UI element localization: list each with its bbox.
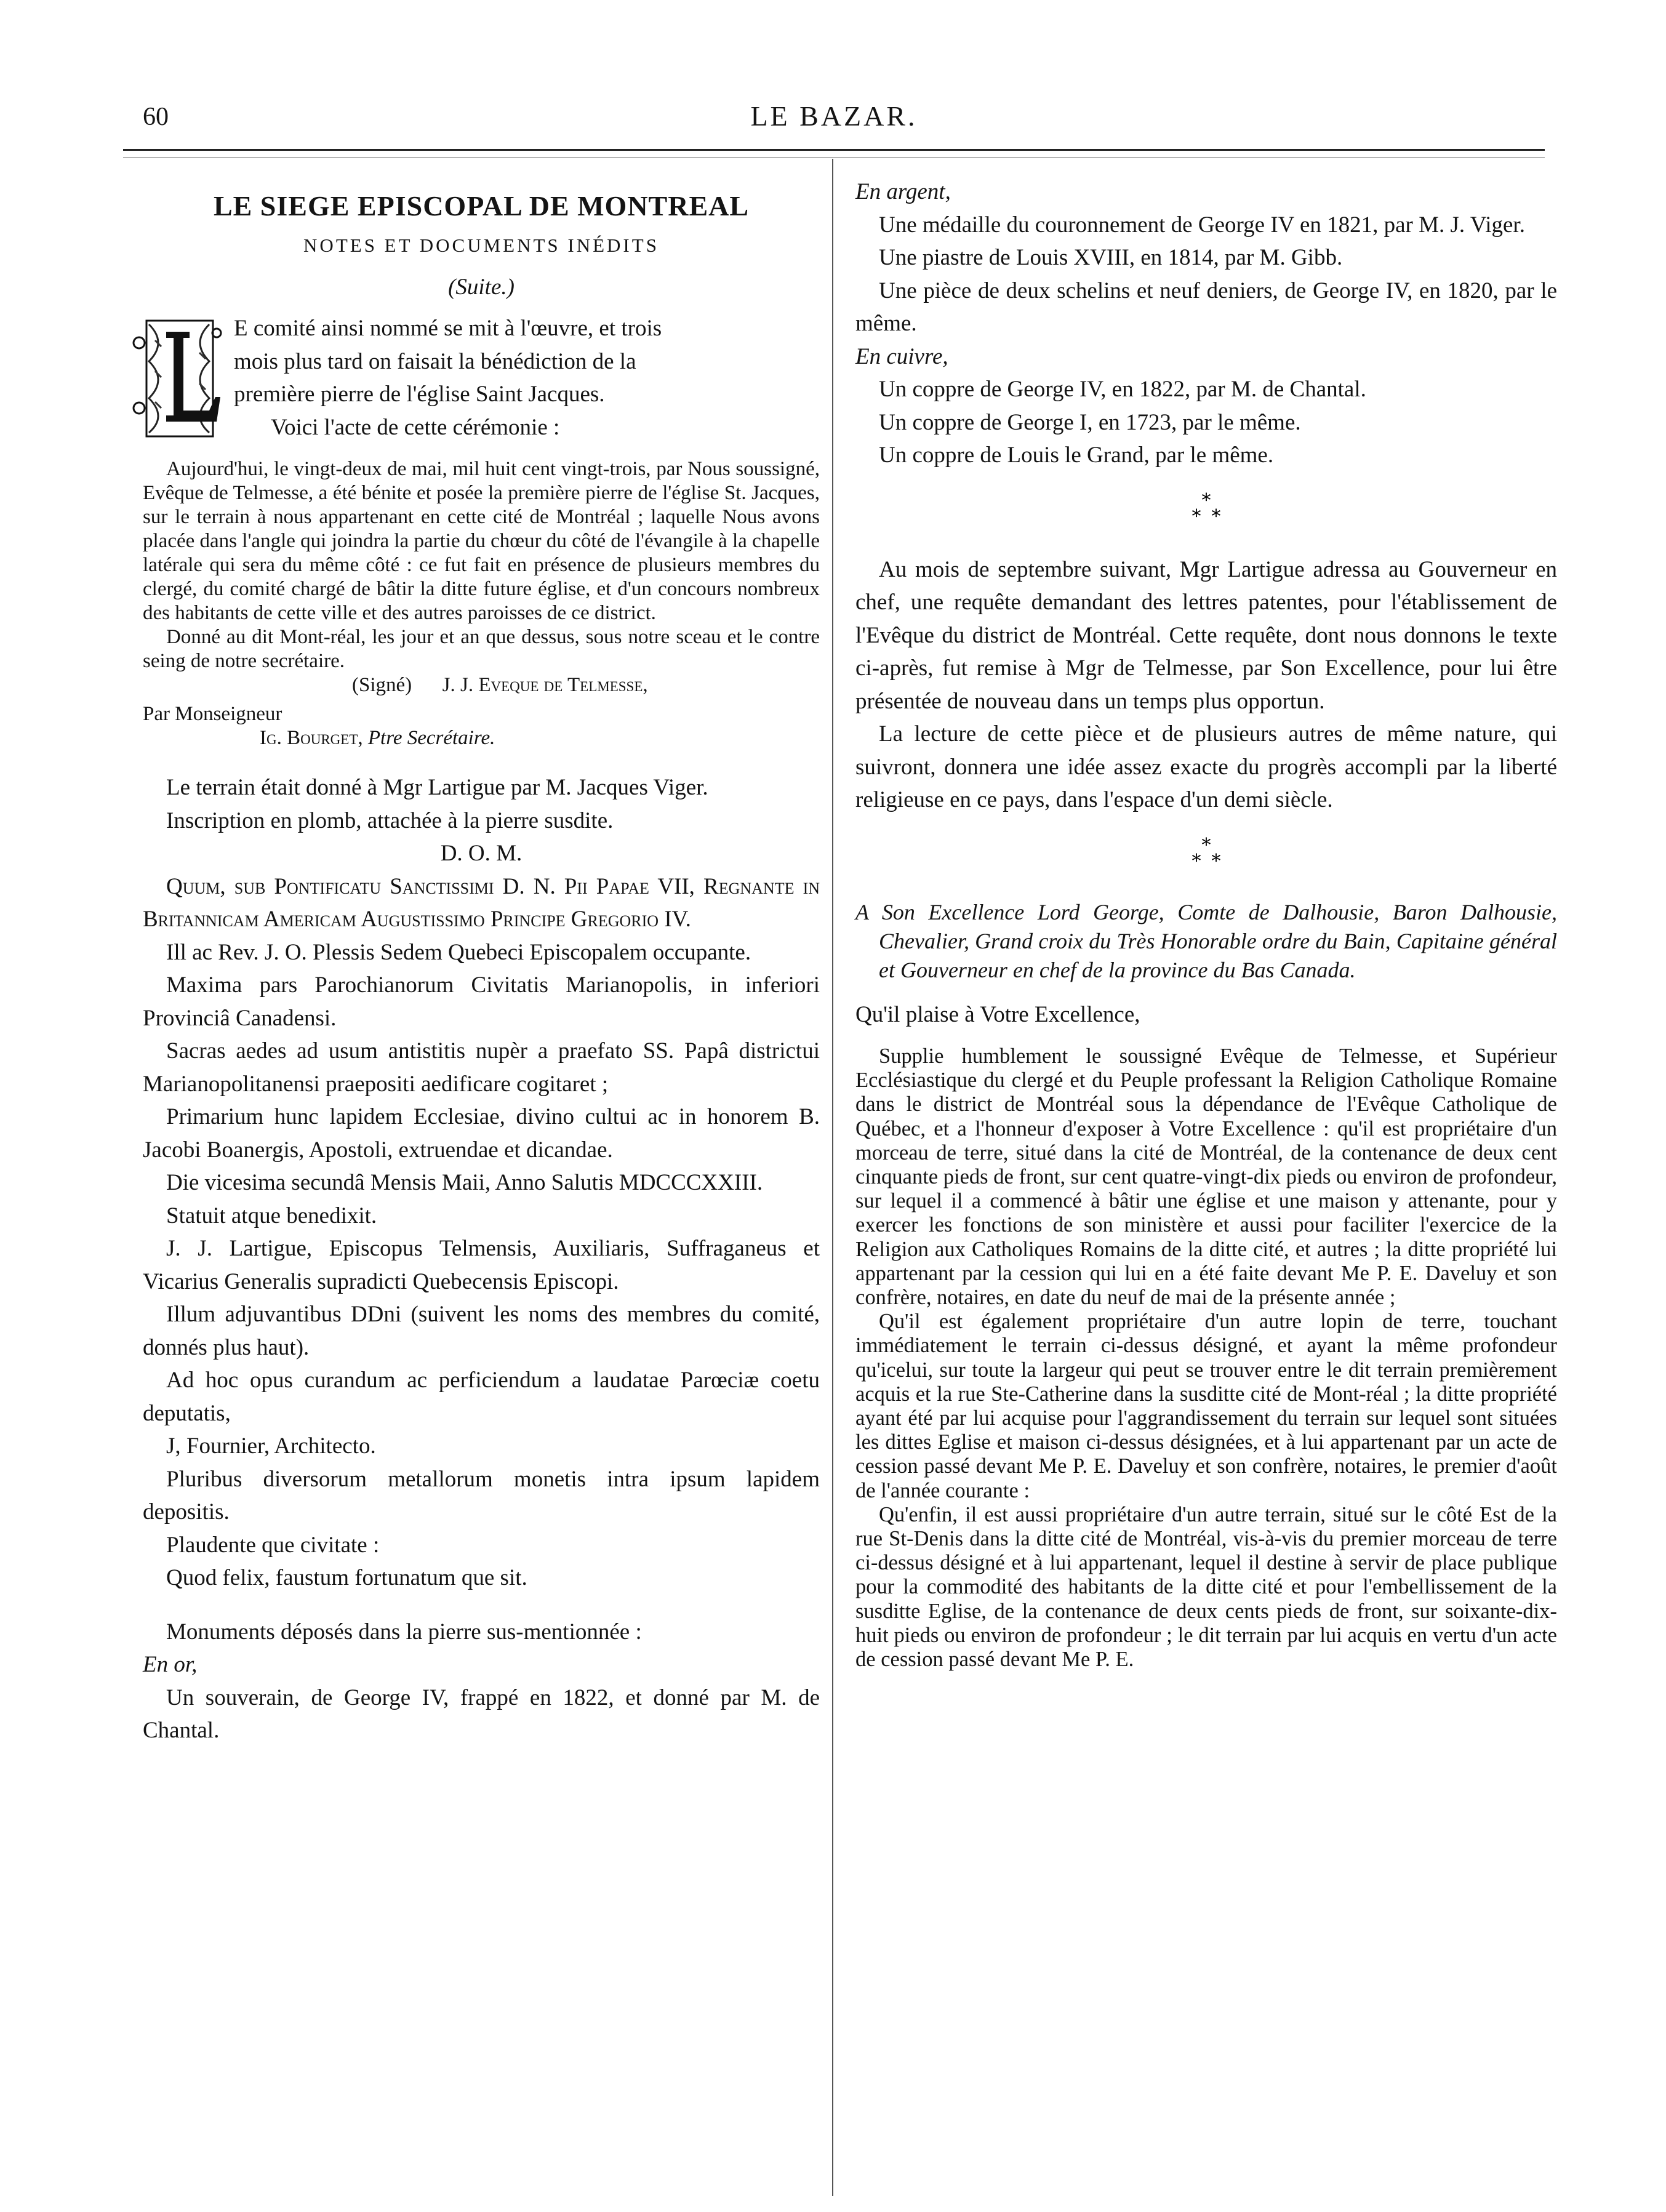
signature-line <box>143 673 820 697</box>
en-cuivre-item-2: Un coppre de George I, en 1723, par le même. <box>879 409 1301 435</box>
en-or-item-1: Un souverain, de George IV, frappé en 1822, et donné par M. de Chantal. <box>143 1685 820 1743</box>
salutation: Qu'il plaise à Votre Excellence, <box>855 1001 1140 1027</box>
latin-paragraph-3: Maxima pars Parochianorum Civitatis Marianopolis, in inferiori Provinciâ Canadensi. <box>143 972 820 1031</box>
asterism-divider-2 <box>855 835 1557 878</box>
latin-paragraph-14: Quod felix, faustum fortunatum que sit. <box>166 1565 527 1590</box>
latin-paragraph-9: Illum adjuvantibus DDni (suivent les noms des membres du comité, donnés plus haut). <box>143 1302 820 1360</box>
secretary-line <box>143 726 820 750</box>
article-suite: (Suite.) <box>448 274 515 300</box>
en-cuivre-item-3: Un coppre de Louis le Grand, par le même. <box>879 443 1274 468</box>
latin-paragraph-6: Die vicesima secundâ Mensis Maii, Anno Salutis MDCCCXXIII. <box>166 1170 763 1195</box>
svg-text:*: * <box>1201 835 1211 856</box>
petition-paragraph-1: Supplie humblement le soussigné Evêque de Telmesse, et Supérieur Ecclésiastique du clergé et du Peuple professant la Religion Catholique Romaine dans le district de Montréal sous la dépendance de l'Evêque Catholique de Québec, et a l'honneur d'exposer à Votre Excellence : qu'il est propriétaire d'un morceau de terre, situé dans la cité de Montréal, de la contenance de deux cent cinquante pieds de front, sur cent quatre-vingt-dix pieds ou environ de profondeur, sur lequel il a commencé à bâtir une église et une maison y attenante, pour y exercer les fonctions de son ministère et aussi pour faciliter l'exercice de la Religion aux Catholiques Romains de la ditte cité, et autres ; la ditte propriété lui appartenant par la cession qui lui en a été faite devant Me P. E. Daveluy et son confrère, notaires, en date du neuf de mai de la présente année ; <box>855 1044 1557 1310</box>
en-cuivre-item-1: Un coppre de George IV, en 1822, par M. de Chantal. <box>879 377 1366 402</box>
en-argent-item-3: Une pièce de deux schelins et neuf deniers, de George IV, en 1820, par le même. <box>855 278 1557 336</box>
latin-paragraph-5: Primarium hunc lapidem Ecclesiae, divino cultui ac in honorem B. Jacobi Boanergis, Apostoli, extruendae et dicandae. <box>143 1104 820 1163</box>
petition-paragraph-2: Qu'il est également propriétaire d'un autre lopin de terre, touchant immédiatement le terrain ci-dessus désigné, et ayant la même profondeur qu'icelui, sur toute la largeur qui peut se trouver entre le dit terrain premièrement acquis et la rue Ste-Catherine dans la susditte cité de Mont-réal ; la ditte propriété ayant été par lui acquise pour l'aggrandissement du terrain sur lequel sont situées les dittes Eglise et maison ci-dessus désignées, et à lui appartenant par un acte de cession passé devant Me P. E. Daveluy et son confrère, notaires, le premier d'août de l'année courante : <box>855 1310 1557 1502</box>
page-number: 60 <box>143 103 169 131</box>
secretary-name: Ig. Bourget, <box>260 727 363 749</box>
en-argent-item-1: Une médaille du couronnement de George IV en 1821, par M. J. Viger. <box>879 212 1525 238</box>
address-paragraph: A Son Excellence Lord George, Comte de Dalhousie, Baron Dalhousie, Chevalier, Grand croix du Très Honorable ordre du Bain, Capitaine général et Gouverneur en chef de la province du Bas Canada. <box>855 899 1557 982</box>
latin-paragraph-2: Ill ac Rev. J. O. Plessis Sedem Quebeci Episcopalem occupante. <box>166 939 751 965</box>
svg-text:*: * <box>1191 505 1201 527</box>
en-argent-label: En argent, <box>855 179 951 204</box>
latin-paragraph-7: Statuit atque benedixit. <box>166 1203 377 1228</box>
ornamental-initial-l-icon <box>130 316 223 442</box>
svg-text:*: * <box>1201 490 1211 511</box>
intro-line-4: Voici l'acte de cette cérémonie : <box>271 414 560 440</box>
dom-heading: D. O. M. <box>440 841 523 866</box>
latin-paragraph-12: Pluribus diversorum metallorum monetis intra ipsum lapidem depositis. <box>143 1466 820 1525</box>
signe-name: J. J. Eveque de Telmesse, <box>442 674 648 696</box>
running-head <box>123 97 1545 140</box>
intro-block <box>143 312 820 444</box>
donne-paragraph: Donné au dit Mont-réal, les jour et an que dessus, sous notre sceau et le contre seing de notre secrétaire. <box>143 626 820 672</box>
septembre-paragraph: Au mois de septembre suivant, Mgr Lartigue adressa au Gouverneur en chef, une requête demandant des lettres patentes, pour l'établissement de l'Evêque du district de Montréal. Cette requête, dont nous donnons le texte ci-après, fut remise à Mgr de Telmesse, par Son Excellence, pour lui être présentée de nouveau dans un temps plus opportun. <box>855 556 1557 714</box>
intro-line-3: première pierre de l'église Saint Jacques. <box>234 382 605 407</box>
article-subtitle: NOTES ET DOCUMENTS INÉDITS <box>303 234 659 256</box>
acte-paragraph: Aujourd'hui, le vingt-deux de mai, mil huit cent vingt-trois, par Nous soussigné, Evêque de Telmesse, a été bénite et posée la première pierre de l'église St. Jacques, sur le terrain à nous appartenant en cette cité de Montréal ; laquelle Nous avons placée dans l'angle qui joindra la partie du chœur du côté de l'évangile à la chapelle latérale qui sera du même côté : ce fut fait en présence de plusieurs membres du clergé, du comité chargé de bâtir la ditte future église, et d'un concours nombreux des habitants de cette ville et des autres paroisses de ce district. <box>143 458 820 624</box>
monuments-heading: Monuments déposés dans la pierre sus-mentionnée : <box>166 1619 642 1645</box>
intro-line-2: mois plus tard on faisait la bénédiction de la <box>234 348 636 374</box>
en-cuivre-label: En cuivre, <box>855 343 948 369</box>
lecture-paragraph: La lecture de cette pièce et de plusieurs autres de même nature, qui suivront, donnera une idée assez exacte du progrès accompli par la liberté religieuse en ce pays, dans l'espace d'un demi siècle. <box>855 721 1557 812</box>
asterism-icon <box>1188 491 1225 527</box>
latin-paragraph-13: Plaudente que civitate : <box>166 1532 380 1558</box>
article-title: LE SIEGE EPISCOPAL DE MONTREAL <box>213 190 750 222</box>
intro-line-1: E comité ainsi nommé se mit à l'œuvre, et trois <box>234 316 662 341</box>
svg-text:*: * <box>1211 505 1221 527</box>
terrain-paragraph: Le terrain était donné à Mgr Lartigue par M. Jacques Viger. <box>166 775 708 800</box>
en-or-label: En or, <box>143 1652 198 1677</box>
header-rule <box>123 149 1545 158</box>
latin-paragraph-11: J, Fournier, Architecto. <box>166 1433 376 1459</box>
latin-paragraph-4: Sacras aedes ad usum antistitis nupèr a praefato SS. Papâ districtui Marianopolitanensi praepositi aedificare cogitaret ; <box>143 1038 820 1097</box>
journal-title: LE BAZAR. <box>750 100 918 132</box>
column-divider <box>832 159 833 2196</box>
svg-text:*: * <box>1211 850 1221 872</box>
asterism-divider <box>855 491 1557 534</box>
asterism-icon <box>1188 835 1225 872</box>
left-column <box>143 175 820 1747</box>
signe-label: (Signé) <box>352 674 412 696</box>
right-column <box>855 175 1557 1672</box>
en-argent-item-2: Une piastre de Louis XVIII, en 1814, par M. Gibb. <box>879 245 1343 270</box>
svg-text:*: * <box>1191 850 1201 872</box>
par-monseigneur: Par Monseigneur <box>143 703 282 725</box>
petition-paragraph-3: Qu'enfin, il est aussi propriétaire d'un autre terrain, situé sur le côté Est de la rue St-Denis dans la ditte cité de Montréal, vis-à-vis du premier morceau de terre ci-dessus désigné et à lui appartenant, lequel il destine à servir de place publique pour la commodité des habitants de la ditte cité et pour l'embellissement de la susditte Eglise, de la contenance de deux cents pieds de front, sur soixante-dix-huit pieds ou environ de profondeur ; le dit terrain par lui acquis en vertu d'un acte de cession passé devant Me P. E. <box>855 1502 1557 1672</box>
latin-paragraph-8: J. J. Lartigue, Episcopus Telmensis, Auxiliaris, Suffraganeus et Vicarius Generalis supradicti Quebecensis Episcopi. <box>143 1236 820 1294</box>
latin-paragraph-10: Ad hoc opus curandum ac perficiendum a laudatae Parœciæ coetu deputatis, <box>143 1368 820 1426</box>
latin-paragraph-1: Quum, sub Pontificatu Sanctissimi D. N. Pii Papae VII, Regnante in Britannicam Americam Augustissimo Principe Gregorio IV. <box>143 873 820 932</box>
secretary-title: Ptre Secrétaire. <box>367 727 495 749</box>
inscription-paragraph: Inscription en plomb, attachée à la pierre susdite. <box>166 807 614 833</box>
